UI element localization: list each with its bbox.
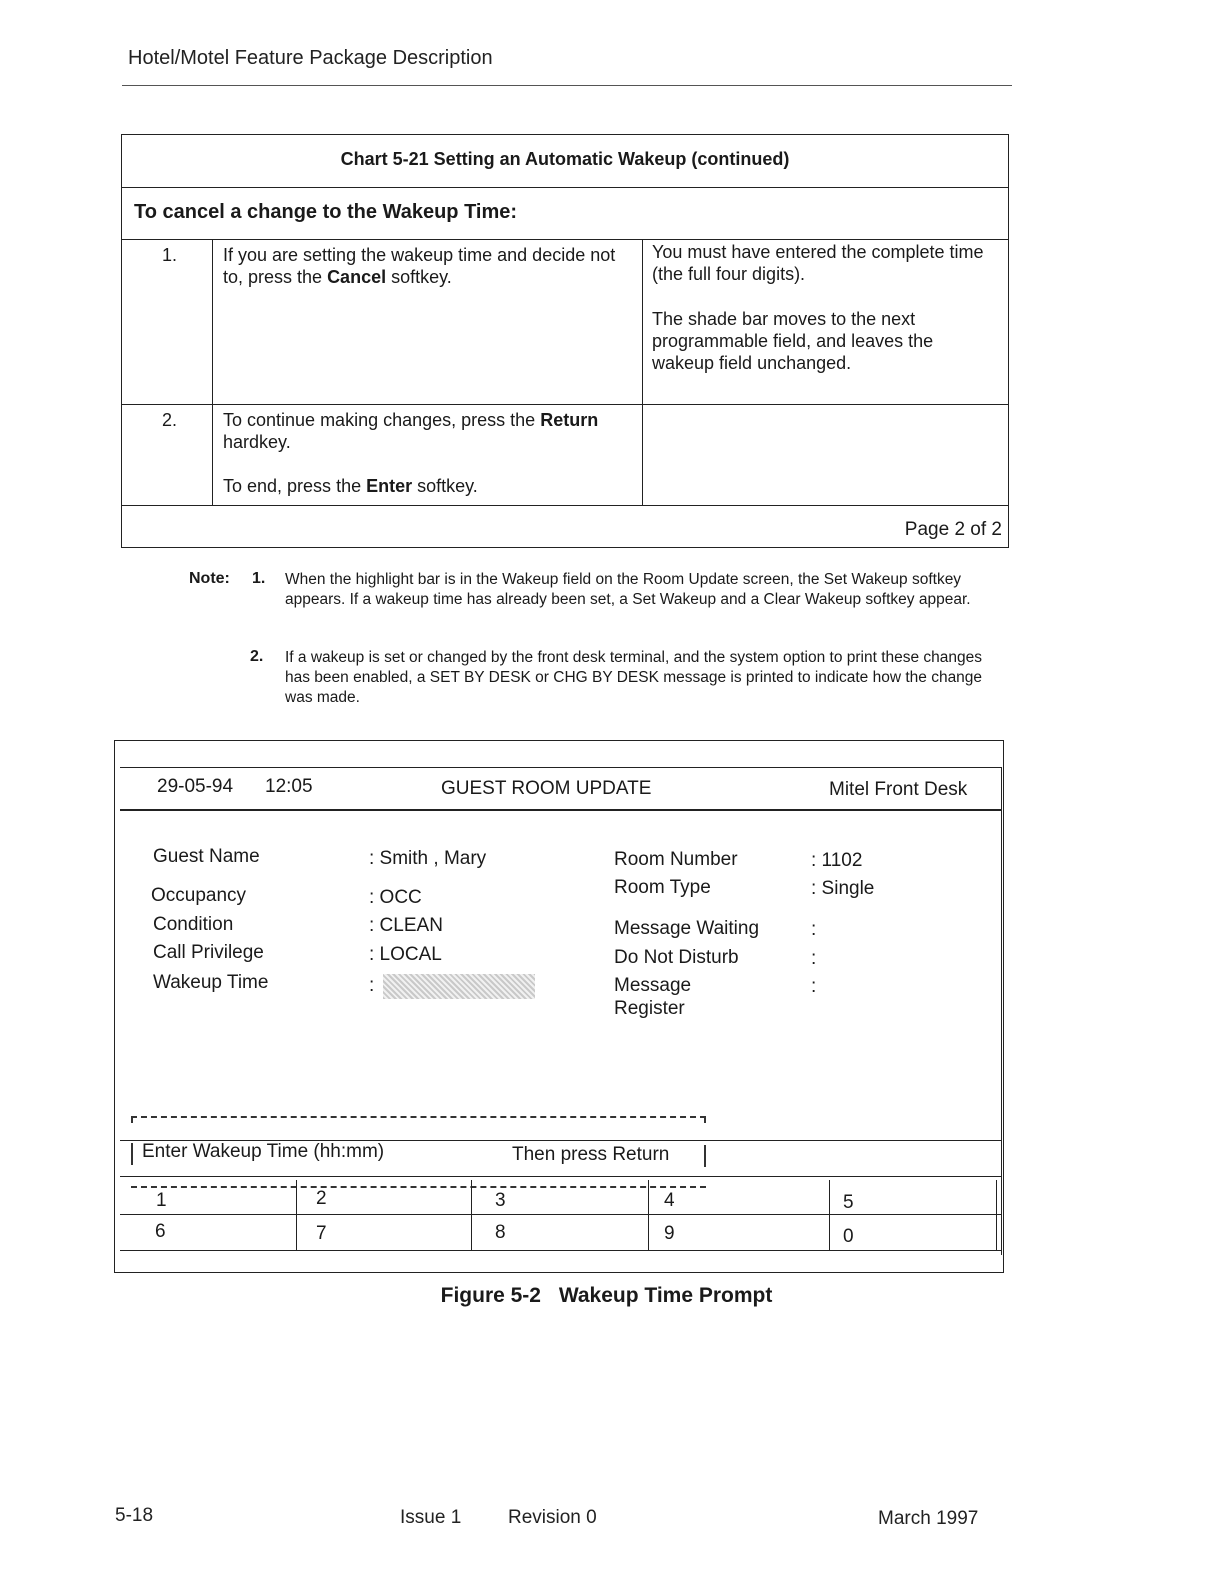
softkey-row-rule	[120, 1214, 1001, 1215]
softkey-8[interactable]: 8	[495, 1222, 506, 1243]
step-number: 2.	[162, 410, 178, 430]
softkey-2[interactable]: 2	[316, 1188, 327, 1209]
screen-title: GUEST ROOM UPDATE	[441, 778, 652, 799]
field-label-room-type: Room Type	[614, 877, 711, 898]
field-label-message: Message	[614, 975, 692, 996]
callout-dash-top	[131, 1116, 706, 1118]
chart-table	[121, 134, 1009, 548]
step-result: The shade bar moves to the next programmable field, and leaves the wakeup field unchanged.	[652, 309, 934, 373]
step-result: You must have entered the complete time (the full four digits).	[652, 242, 984, 284]
table-rule	[642, 239, 643, 505]
callout-edge	[704, 1145, 706, 1167]
softkey-divider	[829, 1180, 830, 1250]
field-value-room-number: : 1102	[811, 850, 863, 871]
figure-title: Wakeup Time Prompt	[558, 1284, 773, 1307]
softkey-divider	[471, 1180, 472, 1250]
callout-corner	[131, 1116, 133, 1123]
table-rule	[122, 404, 1008, 405]
screen-header-rule	[120, 809, 1001, 811]
softkey-7[interactable]: 7	[316, 1223, 327, 1244]
field-label-occupancy: Occupancy	[151, 885, 247, 906]
field-value-wakeup-time: :	[369, 975, 375, 996]
softkey-row-rule	[120, 1250, 1001, 1251]
figure-caption	[0, 1284, 1213, 1308]
field-value-guest-name: : Smith , Mary	[369, 848, 487, 869]
field-label-guest-name: Guest Name	[153, 846, 260, 867]
field-value-message-register: :	[811, 976, 817, 997]
field-value-condition: : CLEAN	[369, 915, 443, 936]
field-value-do-not-disturb: :	[811, 948, 817, 969]
table-rule	[212, 239, 213, 505]
footer-page-number: 5-18	[115, 1505, 154, 1526]
note-number: 1.	[252, 570, 266, 587]
softkey-1[interactable]: 1	[156, 1190, 167, 1211]
field-label-do-not-disturb: Do Not Disturb	[614, 947, 739, 968]
figure-number: Figure 5-2	[440, 1284, 541, 1307]
callout-edge	[131, 1143, 133, 1165]
prompt-text: Enter Wakeup Time (hh:mm)	[142, 1141, 385, 1162]
note-label: Note:	[189, 570, 230, 587]
running-header: Hotel/Motel Feature Package Description	[128, 47, 493, 69]
screen-app-name: Mitel Front Desk	[829, 779, 968, 800]
field-value-occupancy: : OCC	[369, 887, 422, 908]
chart-title: Chart 5-21 Setting an Automatic Wakeup (continued)	[340, 149, 790, 169]
softkey-0[interactable]: 0	[843, 1226, 854, 1247]
softkey-3[interactable]: 3	[495, 1190, 506, 1211]
field-label-condition: Condition	[153, 914, 234, 935]
field-label-message-waiting: Message Waiting	[614, 918, 760, 939]
field-value-message-waiting: :	[811, 919, 817, 940]
wakeup-shade-bar[interactable]	[383, 974, 535, 999]
note-number: 2.	[250, 648, 264, 665]
callout-dash-bottom	[131, 1186, 706, 1188]
section-heading: To cancel a change to the Wakeup Time:	[134, 201, 518, 223]
softkey-9[interactable]: 9	[664, 1223, 675, 1244]
note-text: If a wakeup is set or changed by the front desk terminal, and the system option to print these changes has been enabled, a SET BY DESK or CHG BY DESK message is printed to indicate how the change was made.	[285, 649, 983, 706]
softkey-6[interactable]: 6	[155, 1221, 166, 1242]
terminal-screen	[120, 767, 1002, 1255]
field-label-call-privilege: Call Privilege	[153, 942, 264, 963]
softkey-4[interactable]: 4	[664, 1190, 675, 1211]
header-rule	[122, 85, 1012, 86]
screen-date: 29-05-94	[157, 776, 234, 797]
page-indicator: Page 2 of 2	[904, 519, 1002, 540]
footer-date: March 1997	[878, 1508, 979, 1529]
prompt-action: Then press Return	[512, 1144, 670, 1165]
footer-issue: Issue 1	[400, 1507, 462, 1528]
table-rule	[122, 505, 1008, 506]
softkey-5[interactable]: 5	[843, 1192, 854, 1213]
field-value-call-privilege: : LOCAL	[369, 944, 442, 965]
screen-time: 12:05	[265, 776, 313, 797]
step-action: To end, press the Enter softkey.	[223, 476, 478, 496]
callout-corner	[704, 1116, 706, 1123]
table-rule	[122, 187, 1008, 188]
softkey-divider	[648, 1180, 649, 1250]
prompt-rule-bottom	[120, 1176, 1001, 1177]
field-label-room-number: Room Number	[614, 849, 738, 870]
field-label-register: Register	[614, 998, 685, 1019]
step-action: If you are setting the wakeup time and decide not to, press the Cancel softkey.	[223, 245, 616, 287]
softkey-divider	[996, 1180, 997, 1250]
softkey-divider	[296, 1180, 297, 1250]
field-label-wakeup-time: Wakeup Time	[153, 972, 269, 993]
step-number: 1.	[162, 245, 178, 265]
table-rule	[122, 239, 1008, 240]
footer-revision: Revision 0	[508, 1507, 597, 1528]
step-action: To continue making changes, press the Return hardkey.	[223, 410, 599, 452]
note-text: When the highlight bar is in the Wakeup field on the Room Update screen, the Set Wakeup softkey appears. If a wakeup time has already been set, a Set Wakeup and a Clear Wakeup softkey appear.	[285, 571, 971, 608]
field-value-room-type: : Single	[811, 878, 875, 899]
